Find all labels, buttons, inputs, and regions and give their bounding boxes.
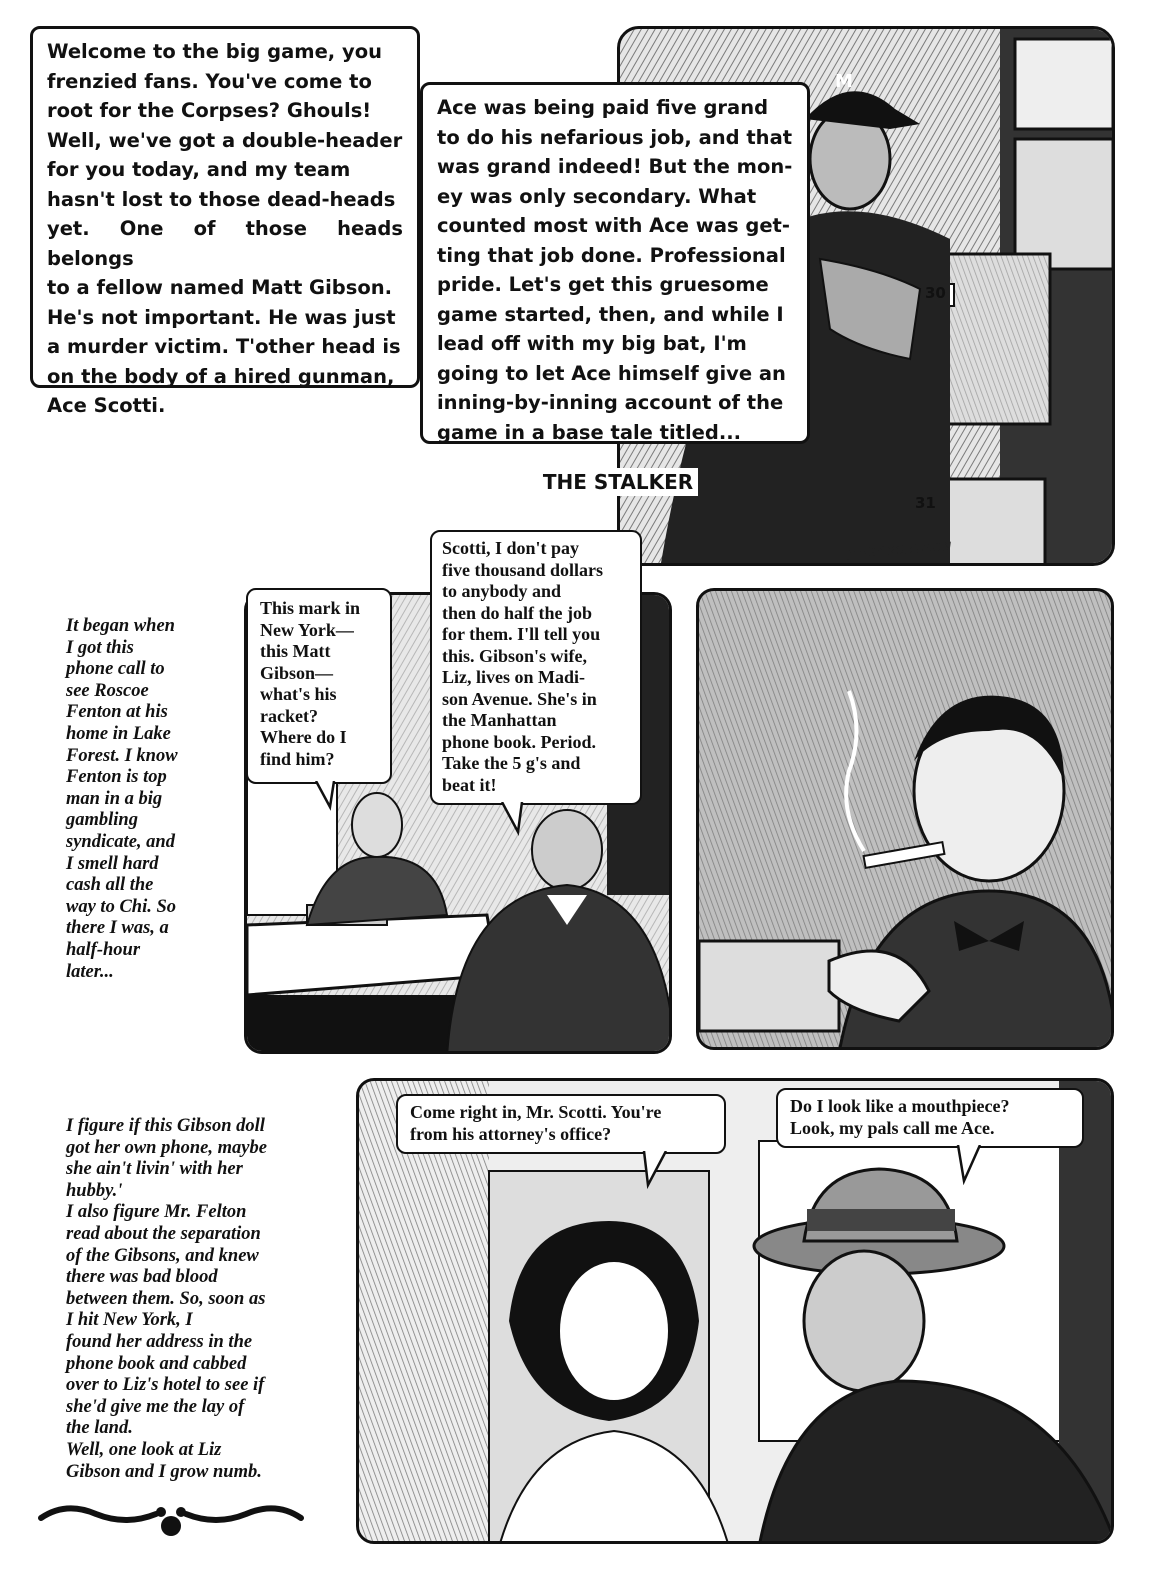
fenton-line: five thousand dollars [442,559,604,580]
fenton-line: son Avenue. She's in [442,688,597,709]
host-line: counted most with Ace was get- [437,214,790,237]
speech-balloon-ace-2 [776,1088,1084,1148]
narr1-line: way to Chi. So [66,896,176,917]
narr1-line: Fenton is top [66,767,167,788]
narr1-line: home in Lake [66,723,171,744]
narr2-line: got her own phone, maybe [66,1137,267,1158]
narr2-line: read about the separation [66,1223,261,1244]
fenton-line: phone book. Period. [442,731,597,752]
narr1-line: phone call to [66,659,165,680]
host-line: Ace was being paid five grand [437,96,769,119]
fenton-line: then do half the job [442,602,593,623]
ace1-line: Gibson— [260,662,334,683]
ace2-line: Do I look like a mouthpiece? [790,1096,1010,1116]
intro-line: root for the Corpses? Ghouls! [47,99,372,122]
intro-line: for you today, and my team [47,158,351,181]
host-line: pride. Let's get this gruesome [437,273,769,296]
narration-2 [66,1116,316,1483]
host-line: game in a base tale titled... [437,420,742,444]
narr2-line: Gibson and I grow numb. [66,1461,262,1482]
narration-1 [66,616,216,983]
intro-line: frenzied fans. You've come to [47,69,372,93]
ace1-line: this Matt [260,641,331,661]
narr2-line: Well, one look at Liz [66,1439,222,1460]
host-line: lead off with my big bat, I'm [437,332,747,355]
fenton-line: Take the 5 g's and [442,753,581,773]
host-line: ting that job done. Professional [437,243,786,267]
narr1-line: later... [66,961,114,982]
narr2-line: phone book and cabbed [66,1353,247,1374]
narr2-line: between them. So, soon as [66,1288,266,1309]
host-caption-box [420,82,810,444]
intro-line: a murder victim. T'other head is [47,335,401,358]
narr2-line: I hit New York, I [66,1310,193,1331]
intro-caption-text [47,37,403,421]
ace1-line: This mark in [260,598,361,618]
speech-balloon-fenton [430,530,642,805]
narr2-line: I figure if this Gibson doll [66,1116,265,1136]
speech-balloon-ace-1 [246,588,392,784]
narr1-line: It began when [66,616,175,636]
narr1-line: man in a big [66,788,163,809]
fenton-line: to anybody and [442,581,562,601]
narr2-line: she ain't livin' with her [66,1159,243,1180]
narr1-line: cash all the [66,875,154,896]
story-title: THE STALKER [538,468,698,496]
balloon-tail-ace-2 [954,1145,988,1185]
ace1-line: Where do I [260,727,347,747]
speech-balloon-liz [396,1094,726,1154]
host-line: to do his nefarious job, and that [437,125,793,149]
host-line: going to let Ace himself give an [437,361,786,385]
intro-caption-box [30,26,420,417]
drawer-label-30: 30 [925,284,946,302]
ace1-line: New York— [260,619,354,640]
fenton-closeup-panel [696,588,1114,1050]
narr1-line: see Roscoe [66,680,149,701]
narr2-line: over to Liz's hotel to see if [66,1375,265,1396]
fenton-line: Scotti, I don't pay [442,538,580,558]
host-line: game started, then, and while I [437,302,784,326]
ace2-line: Look, my pals call me Ace. [790,1117,995,1138]
narr2-line: the land. [66,1418,133,1439]
fenton-line: the Manhattan [442,710,557,730]
liz-line: from his attorney's office? [410,1123,612,1144]
narr1-line: I got this [66,637,134,658]
host-caption-text [437,93,793,447]
ace1-line: what's his [260,684,337,704]
narr2-line: there was bad blood [66,1267,218,1288]
intro-line: Ace Scotti. [47,394,166,417]
fenton-line: beat it! [442,774,497,795]
host-line: was grand indeed! But the mon- [437,155,793,178]
narr2-line: of the Gibsons, and knew [66,1245,259,1266]
narr1-line: I smell hard [66,853,159,874]
host-line: ey was only secondary. What [437,184,757,208]
fenton-line: Liz, lives on Madi- [442,667,585,687]
ace1-line: find him? [260,748,335,769]
intro-line: hasn't lost to those dead-heads [47,187,396,211]
narr1-line: syndicate, and [66,831,175,852]
narr1-line: half-hour [66,939,141,960]
narr1-line: Forest. I know [66,745,178,766]
fenton-line: this. Gibson's wife, [442,645,588,666]
balloon-tail-fenton [500,802,530,836]
liz-line: Come right in, Mr. Scotti. You're [410,1102,662,1122]
intro-line: on the body of a hired gunman, [47,364,395,388]
intro-line: He's not important. He was just [47,305,396,329]
ornament-flourish-icon [36,1496,306,1542]
narr1-line: gambling [66,810,138,831]
drawer-label-31: 31 [915,494,936,512]
intro-line: Well, we've got a double-header [47,128,403,152]
fenton-closeup-art [699,591,1114,1050]
intro-line: to a fellow named Matt Gibson. [47,276,393,299]
ace1-line: racket? [260,705,318,726]
balloon-tail-ace-1 [314,781,344,811]
artist-signature: JERRY ROBINSON [847,539,952,561]
narr2-line: she'd give me the lay of [66,1396,245,1417]
narr2-line: I also figure Mr. Felton [66,1202,247,1223]
balloon-tail-liz [640,1151,674,1189]
intro-line: Welcome to the big game, you [47,40,382,63]
narr1-line: Fenton at his [66,702,168,723]
fenton-line: for them. I'll tell you [442,624,601,644]
host-line: inning-by-inning account of the [437,391,784,414]
narr2-line: hubby.' [66,1180,123,1201]
narr1-line: there I was, a [66,918,169,939]
host-hat-letter: M [835,71,853,92]
intro-line: yet. One of those heads belongs [47,217,403,270]
narr2-line: found her address in the [66,1331,253,1352]
